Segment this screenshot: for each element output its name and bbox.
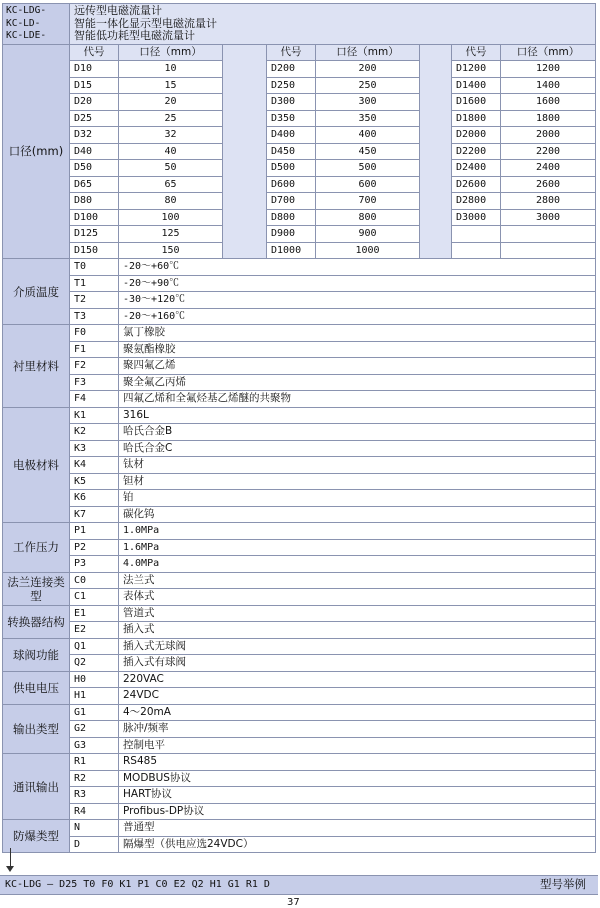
table-row <box>3 737 596 754</box>
table-row <box>3 457 596 474</box>
model-code: KC-LD- <box>6 17 41 29</box>
diameter-code: D25 <box>70 110 119 127</box>
option-description: 四氟乙烯和全氟烃基乙烯醚的共聚物 <box>119 391 596 408</box>
diameter-code: D600 <box>267 176 316 193</box>
option-code: P3 <box>70 556 119 573</box>
diameter-code <box>452 242 501 259</box>
option-code: T0 <box>70 259 119 276</box>
option-description: 316L <box>119 407 596 424</box>
table-row <box>3 77 596 94</box>
diameter-value: 350 <box>316 110 420 127</box>
table-row <box>3 622 596 639</box>
option-description: 220VAC <box>119 671 596 688</box>
table-row <box>3 605 596 622</box>
option-description: RS485 <box>119 754 596 771</box>
diameter-value: 15 <box>119 77 223 94</box>
diameter-value: 450 <box>316 143 420 160</box>
option-description: 碳化钨 <box>119 506 596 523</box>
option-description: 法兰式 <box>119 572 596 589</box>
option-code: H1 <box>70 688 119 705</box>
option-description: -30～+120℃ <box>119 292 596 309</box>
option-code: Q1 <box>70 638 119 655</box>
diameter-value: 800 <box>316 209 420 226</box>
diameter-value: 700 <box>316 193 420 210</box>
diameter-code: D1800 <box>452 110 501 127</box>
table-row <box>3 820 596 837</box>
diameter-value: 200 <box>316 61 420 78</box>
section-label: 介质温度 <box>3 259 70 325</box>
diameter-code: D1200 <box>452 61 501 78</box>
example-arrow-line <box>10 848 11 868</box>
diameter-code: D400 <box>267 127 316 144</box>
diameter-value: 2000 <box>501 127 596 144</box>
option-description: 聚四氟乙烯 <box>119 358 596 375</box>
column-gap <box>223 44 267 259</box>
diameter-code: D1000 <box>267 242 316 259</box>
diameter-code: D900 <box>267 226 316 243</box>
table-row <box>3 358 596 375</box>
diameter-value: 300 <box>316 94 420 111</box>
option-description: 哈氏合金B <box>119 424 596 441</box>
table-row <box>3 490 596 507</box>
column-gap <box>420 44 452 259</box>
diameter-value: 900 <box>316 226 420 243</box>
table-row <box>3 94 596 111</box>
option-description: 1.0MPa <box>119 523 596 540</box>
option-code: R1 <box>70 754 119 771</box>
table-row <box>3 374 596 391</box>
diameter-value: 80 <box>119 193 223 210</box>
table-row <box>3 127 596 144</box>
page-number: 37 <box>287 897 300 908</box>
model-title: 远传型电磁流量计 <box>74 4 162 17</box>
diameter-value: 500 <box>316 160 420 177</box>
diameter-value: 2800 <box>501 193 596 210</box>
option-code: P2 <box>70 539 119 556</box>
diameter-value: 25 <box>119 110 223 127</box>
column-header-size: 口径（mm） <box>501 44 596 61</box>
table-row <box>3 473 596 490</box>
diameter-code: D125 <box>70 226 119 243</box>
table-row <box>3 836 596 853</box>
diameter-value: 2200 <box>501 143 596 160</box>
option-description: 4.0MPa <box>119 556 596 573</box>
diameter-value: 32 <box>119 127 223 144</box>
example-model-code: KC-LDG — D25 T0 F0 K1 P1 C0 E2 Q2 H1 G1 R1 D <box>5 879 270 890</box>
diameter-value: 1200 <box>501 61 596 78</box>
diameter-code: D3000 <box>452 209 501 226</box>
diameter-value: 1400 <box>501 77 596 94</box>
diameter-code: D80 <box>70 193 119 210</box>
table-row <box>3 803 596 820</box>
table-row <box>3 143 596 160</box>
option-description: HART协议 <box>119 787 596 804</box>
option-code: R2 <box>70 770 119 787</box>
section-label: 电极材料 <box>3 407 70 523</box>
option-code: R3 <box>70 787 119 804</box>
option-code: T3 <box>70 308 119 325</box>
table-row <box>3 325 596 342</box>
diameter-value: 125 <box>119 226 223 243</box>
diameter-value: 400 <box>316 127 420 144</box>
option-code: E2 <box>70 622 119 639</box>
diameter-header-row <box>3 44 596 61</box>
option-description: 聚氨酯橡胶 <box>119 341 596 358</box>
table-row <box>3 655 596 672</box>
table-row <box>3 523 596 540</box>
table-row <box>3 721 596 738</box>
option-code: D <box>70 836 119 853</box>
section-label: 输出类型 <box>3 704 70 754</box>
column-header-code: 代号 <box>70 44 119 61</box>
option-code: R4 <box>70 803 119 820</box>
model-title: 智能一体化显示型电磁流量计 <box>74 16 217 30</box>
table-row <box>3 110 596 127</box>
section-label: 转换器结构 <box>3 605 70 638</box>
table-row <box>3 407 596 424</box>
option-code: Q2 <box>70 655 119 672</box>
diameter-code: D65 <box>70 176 119 193</box>
section-label: 工作压力 <box>3 523 70 573</box>
table-row <box>3 688 596 705</box>
option-code: K6 <box>70 490 119 507</box>
table-row <box>3 259 596 276</box>
option-code: G3 <box>70 737 119 754</box>
diameter-code: D700 <box>267 193 316 210</box>
diameter-value: 1600 <box>501 94 596 111</box>
table-row <box>3 506 596 523</box>
diameter-code: D250 <box>267 77 316 94</box>
option-description: 铂 <box>119 490 596 507</box>
diameter-code: D2200 <box>452 143 501 160</box>
diameter-value: 150 <box>119 242 223 259</box>
option-code: F2 <box>70 358 119 375</box>
model-code: KC-LDE- <box>6 30 47 41</box>
column-header-size: 口径（mm） <box>119 44 223 61</box>
table-row <box>3 176 596 193</box>
diameter-code: D40 <box>70 143 119 160</box>
option-description: 隔爆型（供电应选24VDC） <box>119 836 596 853</box>
diameter-value: 65 <box>119 176 223 193</box>
diameter-value: 100 <box>119 209 223 226</box>
diameter-code: D100 <box>70 209 119 226</box>
option-code: T2 <box>70 292 119 309</box>
diameter-code: D32 <box>70 127 119 144</box>
option-description: 24VDC <box>119 688 596 705</box>
table-row <box>3 424 596 441</box>
column-header-code: 代号 <box>452 44 501 61</box>
table-row <box>3 160 596 177</box>
table-row <box>3 193 596 210</box>
option-description: 钽材 <box>119 473 596 490</box>
model-code: KC-LDG- <box>6 5 47 16</box>
option-description: 插入式无球阀 <box>119 638 596 655</box>
section-label: 衬里材料 <box>3 325 70 408</box>
option-description: 插入式 <box>119 622 596 639</box>
table-row <box>3 754 596 771</box>
option-description: Profibus-DP协议 <box>119 803 596 820</box>
diameter-value <box>501 242 596 259</box>
option-description: 管道式 <box>119 605 596 622</box>
table-row <box>3 589 596 606</box>
table-row <box>3 61 596 78</box>
diameter-code: D350 <box>267 110 316 127</box>
table-row <box>3 638 596 655</box>
option-code: P1 <box>70 523 119 540</box>
table-row <box>3 242 596 259</box>
table-row <box>3 226 596 243</box>
diameter-code: D15 <box>70 77 119 94</box>
option-description: 氯丁橡胶 <box>119 325 596 342</box>
option-code: K2 <box>70 424 119 441</box>
diameter-code: D2400 <box>452 160 501 177</box>
table-row <box>3 671 596 688</box>
diameter-value: 2600 <box>501 176 596 193</box>
diameter-value <box>501 226 596 243</box>
option-code: F0 <box>70 325 119 342</box>
diameter-code: D300 <box>267 94 316 111</box>
column-header-code: 代号 <box>267 44 316 61</box>
diameter-code: D200 <box>267 61 316 78</box>
header-row <box>3 4 596 45</box>
table-row <box>3 308 596 325</box>
option-description: 聚全氟乙丙烯 <box>119 374 596 391</box>
diameter-label: 口径(mm) <box>3 44 70 259</box>
table-row <box>3 275 596 292</box>
option-description: MODBUS协议 <box>119 770 596 787</box>
model-title: 智能低功耗型电磁流量计 <box>74 29 195 42</box>
table-row <box>3 787 596 804</box>
option-description: 控制电平 <box>119 737 596 754</box>
selection-table <box>2 3 596 853</box>
option-code: K4 <box>70 457 119 474</box>
model-titles <box>70 4 596 45</box>
diameter-value: 1000 <box>316 242 420 259</box>
table-row <box>3 440 596 457</box>
option-code: F4 <box>70 391 119 408</box>
section-label: 供电电压 <box>3 671 70 704</box>
table-row <box>3 292 596 309</box>
diameter-code: D500 <box>267 160 316 177</box>
option-code: K5 <box>70 473 119 490</box>
option-code: F1 <box>70 341 119 358</box>
section-label: 法兰连接类型 <box>3 572 70 605</box>
diameter-code: D2600 <box>452 176 501 193</box>
diameter-value: 50 <box>119 160 223 177</box>
diameter-value: 600 <box>316 176 420 193</box>
table-row <box>3 391 596 408</box>
diameter-code: D20 <box>70 94 119 111</box>
table-row <box>3 209 596 226</box>
diameter-code: D1600 <box>452 94 501 111</box>
option-description: 哈氏合金C <box>119 440 596 457</box>
option-code: K3 <box>70 440 119 457</box>
model-example-bar <box>0 875 598 895</box>
section-label: 通讯输出 <box>3 754 70 820</box>
table-row <box>3 539 596 556</box>
option-description: -20～+160℃ <box>119 308 596 325</box>
option-code: K7 <box>70 506 119 523</box>
table-row <box>3 572 596 589</box>
option-description: 表体式 <box>119 589 596 606</box>
diameter-value: 10 <box>119 61 223 78</box>
model-codes <box>3 4 70 45</box>
option-code: C0 <box>70 572 119 589</box>
option-description: 脉冲/频率 <box>119 721 596 738</box>
diameter-value: 1800 <box>501 110 596 127</box>
option-code: F3 <box>70 374 119 391</box>
diameter-code <box>452 226 501 243</box>
table-row <box>3 704 596 721</box>
arrow-down-icon <box>6 866 14 872</box>
option-description: -20～+60℃ <box>119 259 596 276</box>
option-description: -20～+90℃ <box>119 275 596 292</box>
option-description: 钛材 <box>119 457 596 474</box>
diameter-code: D800 <box>267 209 316 226</box>
option-code: H0 <box>70 671 119 688</box>
diameter-code: D450 <box>267 143 316 160</box>
option-code: T1 <box>70 275 119 292</box>
diameter-value: 2400 <box>501 160 596 177</box>
option-code: K1 <box>70 407 119 424</box>
option-code: C1 <box>70 589 119 606</box>
option-description: 4～20mA <box>119 704 596 721</box>
diameter-code: D1400 <box>452 77 501 94</box>
column-header-size: 口径（mm） <box>316 44 420 61</box>
example-label: 型号举例 <box>540 877 586 891</box>
diameter-code: D50 <box>70 160 119 177</box>
option-description: 1.6MPa <box>119 539 596 556</box>
table-row <box>3 770 596 787</box>
table-row <box>3 556 596 573</box>
table-row <box>3 341 596 358</box>
option-code: N <box>70 820 119 837</box>
diameter-value: 3000 <box>501 209 596 226</box>
diameter-code: D2800 <box>452 193 501 210</box>
diameter-value: 20 <box>119 94 223 111</box>
diameter-value: 40 <box>119 143 223 160</box>
option-code: G2 <box>70 721 119 738</box>
section-label: 球阀功能 <box>3 638 70 671</box>
diameter-value: 250 <box>316 77 420 94</box>
option-code: E1 <box>70 605 119 622</box>
diameter-code: D10 <box>70 61 119 78</box>
section-label: 防爆类型 <box>3 820 70 853</box>
option-code: G1 <box>70 704 119 721</box>
diameter-code: D150 <box>70 242 119 259</box>
option-description: 普通型 <box>119 820 596 837</box>
diameter-code: D2000 <box>452 127 501 144</box>
option-description: 插入式有球阀 <box>119 655 596 672</box>
